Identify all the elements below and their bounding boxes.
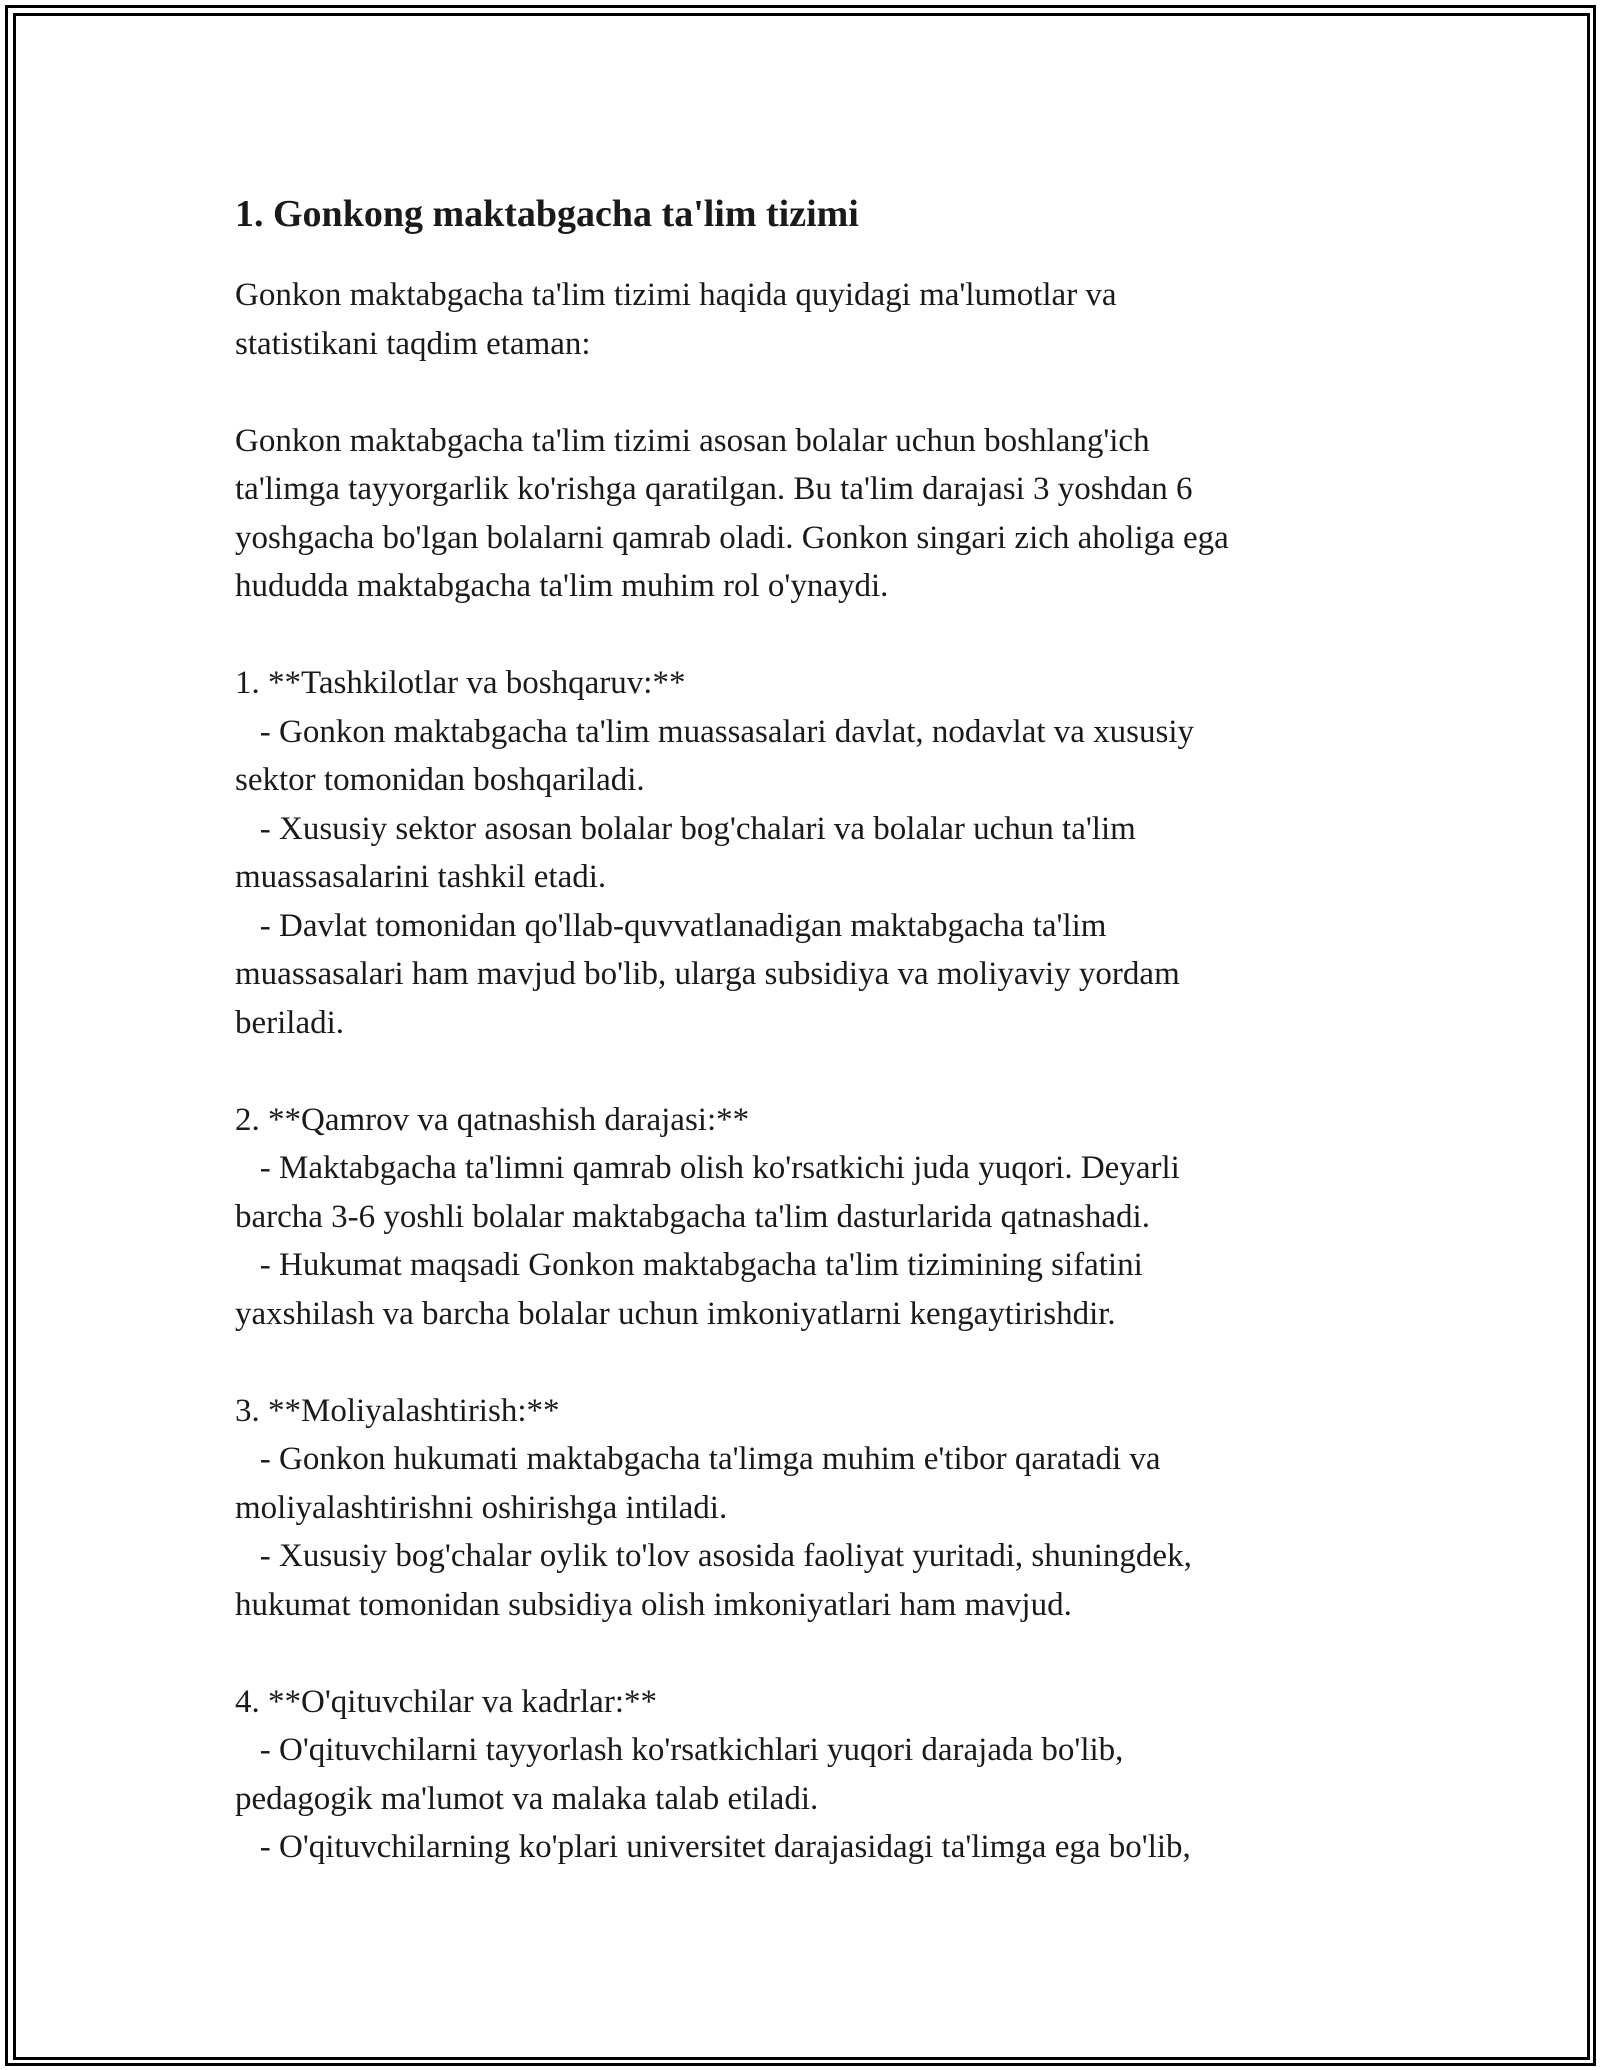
intro-paragraph: Gonkon maktabgacha ta'lim tizimi haqida quyidagi ma'lumotlar va statistikani taqdim etaman: xyxy=(235,277,1117,362)
section-title: 2. **Qamrov va qatnashish darajasi:** xyxy=(235,1101,750,1138)
section-title: 4. **O'qituvchilar va kadrlar:** xyxy=(235,1683,657,1720)
section-title: 1. **Tashkilotlar va boshqaruv:** xyxy=(235,665,686,701)
list-item: - Gonkon maktabgacha ta'lim muassasalari davlat, nodavlat va xususiy sektor tomonidan boshqariladi. xyxy=(235,713,1195,798)
section-financing xyxy=(235,1387,1365,1630)
list-item: - Maktabgacha ta'limni qamrab olish ko'rsatkichi juda yuqori. Deyarli barcha 3-6 yoshli bolalar maktabgacha ta'lim dasturlarida qatnashadi. xyxy=(235,1150,1180,1235)
overview-paragraph: Gonkon maktabgacha ta'lim tizimi asosan bolalar uchun boshlang'ich ta'limga tayyorgarlik ko'rishga qaratilgan. Bu ta'lim darajasi 3 yoshdan 6 yoshgacha bo'lgan bolalarni qamrab oladi. Gonkon singari zich aholiga ega hududda maktabgacha ta'lim muhim rol o'ynaydi. xyxy=(235,422,1229,604)
list-item: - Xususiy sektor asosan bolalar bog'chalari va bolalar uchun ta'lim muassasalarini tashkil etadi. xyxy=(235,810,1136,895)
list-item: - Hukumat maqsadi Gonkon maktabgacha ta'lim tizimining sifatini yaxshilash va barcha bolalar uchun imkoniyatlarni kengaytirishdir. xyxy=(235,1247,1143,1332)
list-item: - O'qituvchilarning ko'plari universitet darajasidagi ta'limga ega bo'lib, xyxy=(235,1829,1191,1865)
paragraph-gap xyxy=(235,611,1365,660)
paragraph-gap xyxy=(235,368,1365,417)
document-body xyxy=(235,185,1365,1872)
list-item: - Gonkon hukumati maktabgacha ta'limga muhim e'tibor qaratadi va moliyalashtirishni oshirishga intiladi. xyxy=(235,1441,1161,1526)
paragraph-gap xyxy=(235,1338,1365,1387)
list-item: - O'qituvchilarni tayyorlash ko'rsatkichlari yuqori darajada bo'lib, pedagogik ma'lumot va malaka talab etiladi. xyxy=(235,1732,1124,1817)
paragraph-gap xyxy=(235,1047,1365,1096)
list-item: - Xususiy bog'chalar oylik to'lov asosida faoliyat yuritadi, shuningdek, hukumat tomonidan subsidiya olish imkoniyatlari ham mavjud. xyxy=(235,1538,1192,1623)
section-title: 3. **Moliyalashtirish:** xyxy=(235,1392,560,1429)
section-teachers xyxy=(235,1678,1365,1872)
document-heading: 1. Gonkong maktabgacha ta'lim tizimi xyxy=(235,193,859,235)
section-coverage xyxy=(235,1096,1365,1339)
list-item: - Davlat tomonidan qo'llab-quvvatlanadigan maktabgacha ta'lim muassasalari ham mavjud bo'lib, ularga subsidiya va moliyaviy yordam beriladi. xyxy=(235,907,1180,1041)
section-organizations xyxy=(235,659,1365,1047)
paragraph-gap xyxy=(235,1629,1365,1678)
